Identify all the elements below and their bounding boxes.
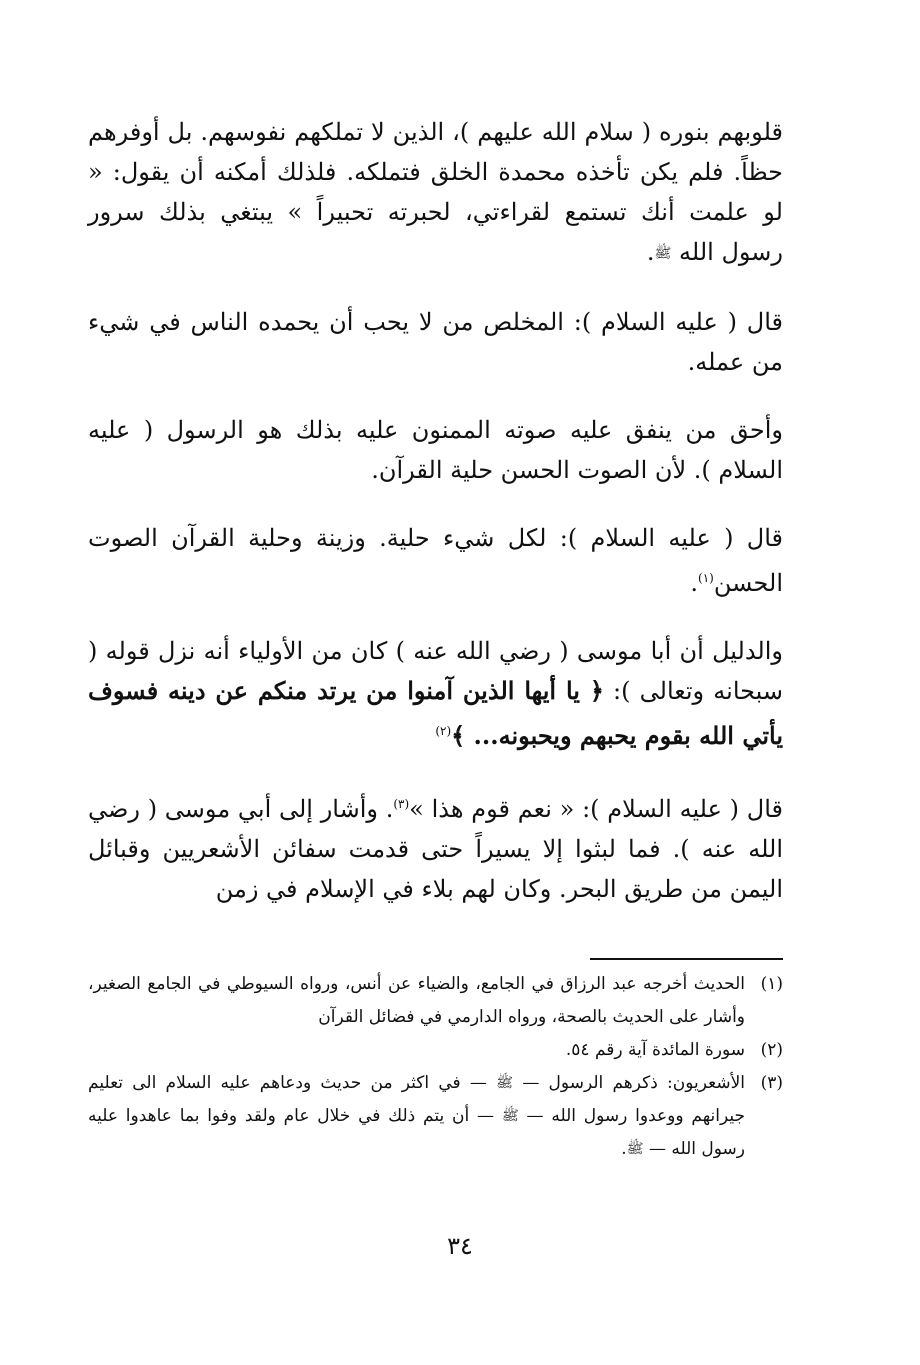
salla-glyph: ﷺ [501, 1108, 519, 1124]
footnote-marker: (١) [698, 570, 714, 585]
footnote-text-part: — أن يتم ذلك في خلال عام ولقد وفوا بما عاهدوا عليه رسول الله — [88, 1106, 745, 1159]
footnote-marker: (٣) [393, 796, 410, 811]
footnote-number: (٢) [760, 1040, 783, 1060]
paragraph-3 [88, 410, 783, 490]
footnote-divider [590, 958, 783, 960]
paragraph-text: قال ( عليه السلام ): المخلص من لا يحب أن يحمده الناس في شيء من عمله. [88, 307, 783, 376]
footnote-text: سورة المائدة آية رقم ٥٤. [565, 1040, 745, 1060]
footnote-text: الحديث أخرجه عبد الرزاق في الجامع، والضياء عن أنس، ورواه السيوطي في الجامع الصغير، وأشار على الحديث بالصحة، ورواه الدارمي في فضائل القرآن [88, 974, 745, 1027]
paragraph-text: قلوبهم بنوره ( سلام الله عليهم )، الذين لا تملكهم نفوسهم. بل أوفرهم حظاً. فلم يكن تأخذه محمدة الخلق فتملكه. فلذلك أمكنه أن يقول: « لو علمت أنك تستمع لقراءتي، لحبرته تحبيراً » يبتغي بذلك سرور رسول الله [88, 118, 784, 266]
paragraph-6 [88, 784, 783, 909]
footnote-2 [88, 1034, 783, 1067]
footnote-number: (٣) [760, 1073, 783, 1093]
footnote-marker: (٢) [435, 723, 452, 738]
paragraph-5 [88, 631, 783, 756]
paragraph-1 [88, 112, 783, 274]
paragraph-2 [88, 302, 783, 382]
salla-glyph: ﷺ [654, 245, 672, 262]
paragraph-text: . وأشار إلى أبي موسى ( رضي الله عنه ). فما لبثوا إلا يسيراً حتى قدمت سفائن الأشعريين وقبائل اليمن من طريق البحر. وكان لهم بلاء في الإسلام في زمن [88, 794, 783, 903]
paragraph-text: والدليل أن أبا موسى ( رضي الله عنه ) كان من الأولياء أنه نزل قوله ( سبحانه وتعالى ): [88, 636, 783, 705]
footnote-3 [88, 1067, 783, 1166]
salla-glyph: ﷺ [626, 1141, 644, 1157]
footnote-text-part: . [621, 1139, 627, 1159]
footnote-text-part: — في اكثر من حديث ودعاهم عليه السلام الى تعليم جيرانهم ووعدوا رسول الله — [88, 1073, 746, 1126]
paragraph-text: قال ( عليه السلام ): لكل شيء حلية. وزينة وحلية القرآن الصوت الحسن [88, 523, 783, 597]
quran-verse: ﴿ يا أيها الذين آمنوا من يرتد منكم عن دينه فسوف يأتي الله بقوم يحبهم ويحبونه... ﴾ [88, 675, 783, 750]
salla-glyph: ﷺ [496, 1075, 514, 1091]
paragraph-4 [88, 518, 783, 603]
footnote-number: (١) [760, 974, 783, 994]
footnote-text-part: الأشعريون: ذكرهم الرسول — [513, 1073, 745, 1093]
paragraph-tail: . [646, 238, 655, 266]
paragraph-text: قال ( عليه السلام ): « نعم قوم هذا » [409, 794, 783, 823]
paragraph-text: وأحق من ينفق عليه صوته الممنون عليه بذلك هو الرسول ( عليه السلام ). لأن الصوت الحسن حلية القرآن. [88, 415, 783, 484]
footnote-text [88, 1067, 745, 1166]
paragraph-tail: . [690, 568, 699, 597]
footnote-1 [88, 968, 783, 1034]
page-body [88, 112, 783, 937]
footnotes [88, 968, 783, 1166]
page-number: ٣٤ [447, 1232, 473, 1260]
